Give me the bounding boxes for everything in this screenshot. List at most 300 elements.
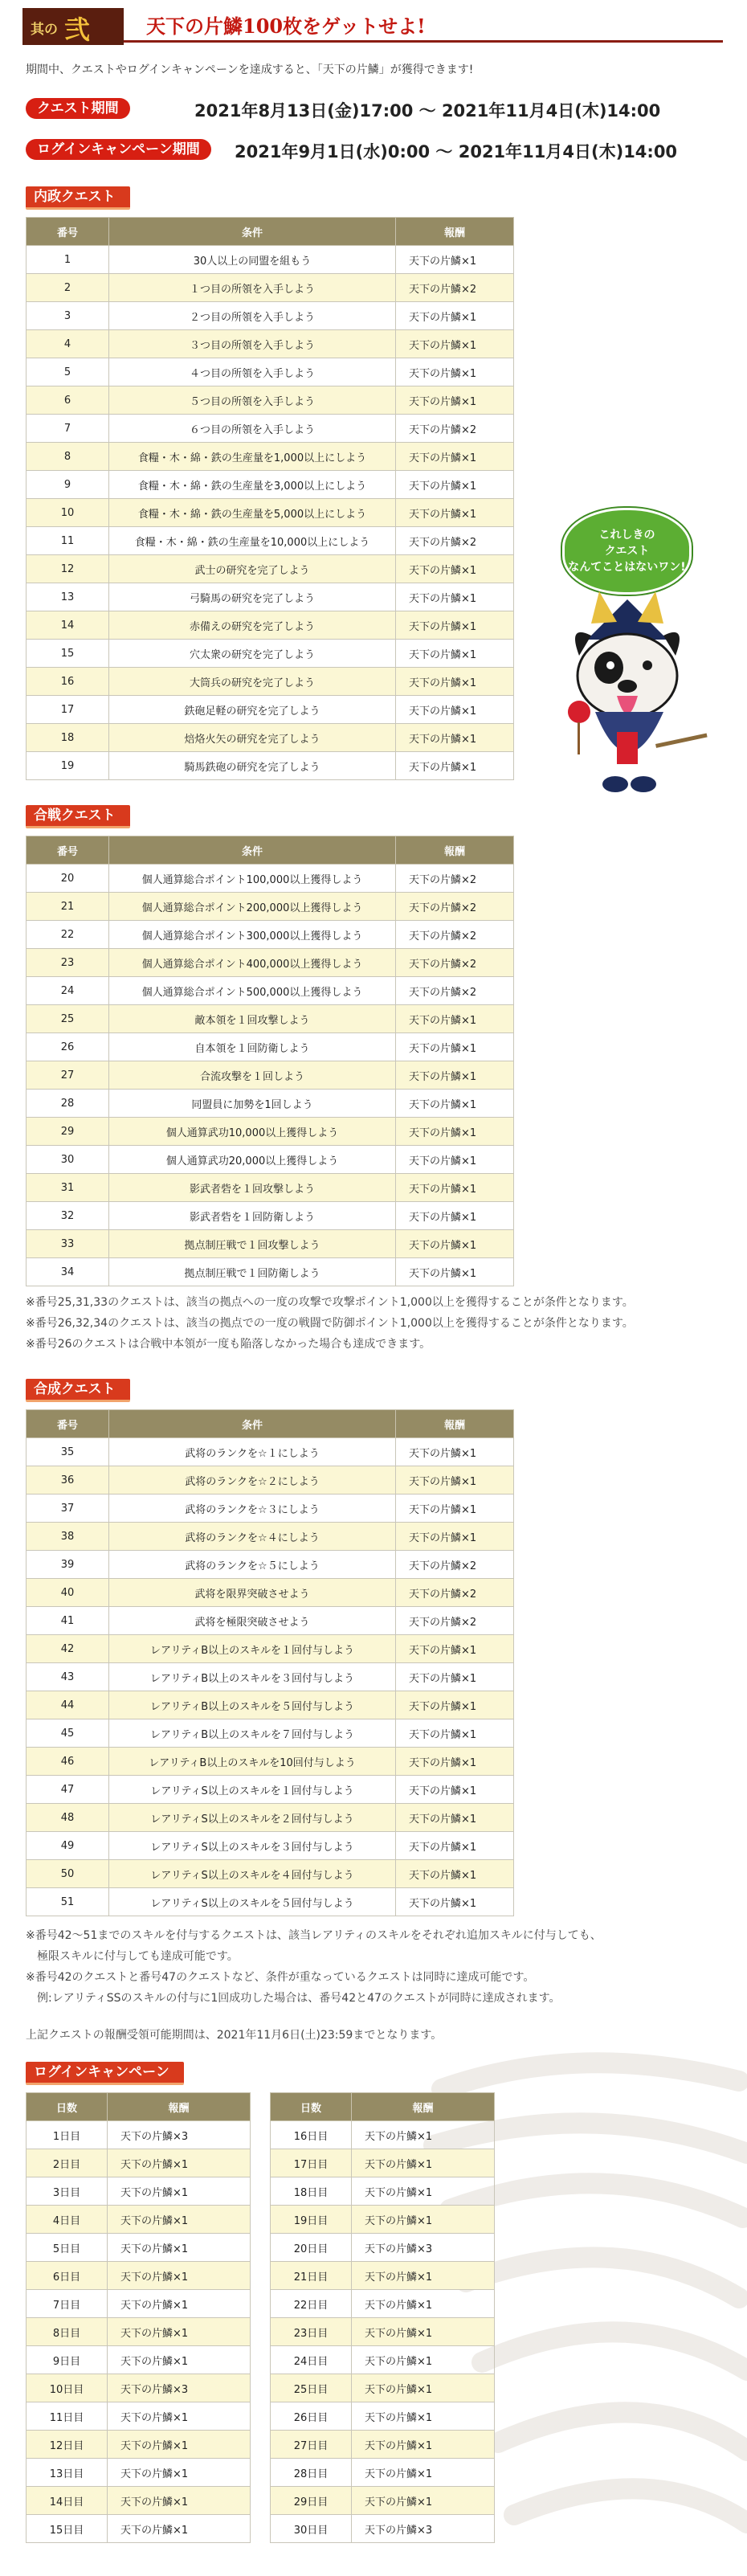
table-row <box>27 1776 514 1804</box>
cell-reward: 天下の片鱗×1 <box>396 330 514 358</box>
table-row <box>27 752 514 780</box>
table-row <box>27 1202 514 1230</box>
table-row <box>27 1466 514 1494</box>
cell-num: 5 <box>27 358 109 386</box>
cell-reward: 天下の片鱗×1 <box>396 1202 514 1230</box>
section-title-login: ログインキャンペーン <box>26 2062 184 2085</box>
cell-num: 12 <box>27 555 109 583</box>
cell-reward: 天下の片鱗×1 <box>108 2515 251 2543</box>
cell-condition: 影武者砦を１回防衛しよう <box>109 1202 396 1230</box>
cell-num: 26 <box>27 1033 109 1061</box>
table-row <box>27 1551 514 1579</box>
cell-condition: 拠点制圧戦で１回攻撃しよう <box>109 1230 396 1258</box>
cell-reward: 天下の片鱗×2 <box>396 1607 514 1635</box>
table-row <box>271 2149 495 2177</box>
cell-reward: 天下の片鱗×1 <box>396 1005 514 1033</box>
cell-num: 28 <box>27 1090 109 1118</box>
cell-num: 48 <box>27 1804 109 1832</box>
note-line: ※番号42～51までのスキルを付与するクエストは、該当レアリティのスキルをそれぞれ追加スキルに付与しても、 <box>26 1929 602 1942</box>
table-row <box>27 1523 514 1551</box>
column-header-day: 日数 <box>271 2093 352 2121</box>
cell-num: 1 <box>27 246 109 274</box>
cell-day: 13日目 <box>27 2459 108 2487</box>
cell-num: 37 <box>27 1494 109 1523</box>
table-row <box>27 330 514 358</box>
battle-notes <box>26 1292 634 1355</box>
cell-day: 28日目 <box>271 2459 352 2487</box>
cell-condition: レアリティB以上のスキルを10回付与しよう <box>109 1748 396 1776</box>
cell-condition: ６つ目の所領を入手しよう <box>109 415 396 443</box>
column-header-reward: 報酬 <box>108 2093 251 2121</box>
cell-num: 51 <box>27 1888 109 1916</box>
cell-reward: 天下の片鱗×3 <box>108 2121 251 2149</box>
cell-num: 47 <box>27 1776 109 1804</box>
cell-reward: 天下の片鱗×1 <box>396 1146 514 1174</box>
page-title: 天下の片鱗100枚をゲットせよ! <box>124 13 723 43</box>
cell-condition: 弓騎馬の研究を完了しよう <box>109 583 396 611</box>
cell-num: 14 <box>27 611 109 640</box>
table-row <box>271 2318 495 2346</box>
cell-reward: 天下の片鱗×1 <box>396 668 514 696</box>
column-header-cond: 条件 <box>109 836 396 865</box>
cell-reward: 天下の片鱗×1 <box>352 2459 495 2487</box>
cell-reward: 天下の片鱗×1 <box>396 1691 514 1719</box>
cell-num: 17 <box>27 696 109 724</box>
cell-reward: 天下の片鱗×1 <box>352 2121 495 2149</box>
cell-num: 44 <box>27 1691 109 1719</box>
table-row <box>27 2234 251 2262</box>
cell-reward: 天下の片鱗×1 <box>396 471 514 499</box>
login-period-value: 2021年9月1日(水)0:00 ～ 2021年11月4日(木)14:00 <box>235 142 678 162</box>
cell-condition: 赤備えの研究を完了しよう <box>109 611 396 640</box>
cell-reward: 天下の片鱗×2 <box>396 865 514 893</box>
intro-text: 期間中、クエストやログインキャンペーンを達成すると、「天下の片鱗」が獲得できます! <box>26 63 474 76</box>
cell-condition: 武将のランクを☆３にしよう <box>109 1494 396 1523</box>
cell-day: 29日目 <box>271 2487 352 2515</box>
cell-num: 31 <box>27 1174 109 1202</box>
badge-big-text: 弐 <box>64 14 91 45</box>
cell-reward: 天下の片鱗×1 <box>396 1466 514 1494</box>
table-row <box>271 2121 495 2149</box>
table-row <box>27 1579 514 1607</box>
cell-condition: 拠点制圧戦で１回防衛しよう <box>109 1258 396 1286</box>
table-row <box>27 443 514 471</box>
cell-num: 10 <box>27 499 109 527</box>
table-row <box>27 2374 251 2402</box>
cell-reward: 天下の片鱗×1 <box>396 386 514 415</box>
cell-day: 12日目 <box>27 2431 108 2459</box>
cell-reward: 天下の片鱗×2 <box>396 1551 514 1579</box>
table-row <box>27 2262 251 2290</box>
table-row <box>27 1174 514 1202</box>
cell-reward: 天下の片鱗×1 <box>396 1832 514 1860</box>
cell-num: 41 <box>27 1607 109 1635</box>
cell-condition: レアリティB以上のスキルを１回付与しよう <box>109 1635 396 1663</box>
cell-num: 32 <box>27 1202 109 1230</box>
cell-reward: 天下の片鱗×1 <box>396 1090 514 1118</box>
cell-condition: 個人通算総合ポイント100,000以上獲得しよう <box>109 865 396 893</box>
cell-day: 18日目 <box>271 2177 352 2206</box>
note-line: ※番号26のクエストは合戦中本領が一度も陥落しなかった場合も達成できます。 <box>26 1338 431 1351</box>
cell-condition: 食糧・木・綿・鉄の生産量を3,000以上にしよう <box>109 471 396 499</box>
cell-reward: 天下の片鱗×1 <box>396 1230 514 1258</box>
chapter-badge <box>22 8 124 45</box>
cell-num: 11 <box>27 527 109 555</box>
cell-num: 20 <box>27 865 109 893</box>
cell-reward: 天下の片鱗×1 <box>396 1719 514 1748</box>
cell-num: 16 <box>27 668 109 696</box>
note-line: ※番号25,31,33のクエストは、該当の拠点への一度の攻撃で攻撃ポイント1,000以上を獲得することが条件となります。 <box>26 1296 634 1309</box>
cell-reward: 天下の片鱗×1 <box>396 696 514 724</box>
cell-num: 13 <box>27 583 109 611</box>
cell-num: 15 <box>27 640 109 668</box>
cell-reward: 天下の片鱗×1 <box>108 2402 251 2431</box>
cell-condition: 武将を極限突破させよう <box>109 1607 396 1635</box>
table-row <box>27 386 514 415</box>
table-row <box>27 1230 514 1258</box>
cell-num: 45 <box>27 1719 109 1748</box>
cell-reward: 天下の片鱗×2 <box>396 527 514 555</box>
table-header-row <box>27 218 514 246</box>
table-row <box>27 1438 514 1466</box>
cell-condition: 武将のランクを☆５にしよう <box>109 1551 396 1579</box>
cell-num: 46 <box>27 1748 109 1776</box>
quest-period-label: クエスト期間 <box>26 98 130 119</box>
cell-condition: レアリティB以上のスキルを５回付与しよう <box>109 1691 396 1719</box>
table-row <box>27 527 514 555</box>
cell-reward: 天下の片鱗×1 <box>352 2318 495 2346</box>
table-row <box>27 583 514 611</box>
cell-reward: 天下の片鱗×1 <box>396 1523 514 1551</box>
table-row <box>27 977 514 1005</box>
cell-num: 24 <box>27 977 109 1005</box>
cell-num: 3 <box>27 302 109 330</box>
cell-day: 16日目 <box>271 2121 352 2149</box>
cell-num: 33 <box>27 1230 109 1258</box>
column-header-reward: 報酬 <box>352 2093 495 2121</box>
table-row <box>27 1005 514 1033</box>
column-header-cond: 条件 <box>109 218 396 246</box>
cell-reward: 天下の片鱗×1 <box>352 2431 495 2459</box>
cell-reward: 天下の片鱗×1 <box>396 1118 514 1146</box>
cell-reward: 天下の片鱗×1 <box>352 2402 495 2431</box>
cell-day: 10日目 <box>27 2374 108 2402</box>
cell-reward: 天下の片鱗×1 <box>108 2487 251 2515</box>
table-row <box>27 471 514 499</box>
cell-condition: 30人以上の同盟を組もう <box>109 246 396 274</box>
cell-reward: 天下の片鱗×2 <box>396 1579 514 1607</box>
cell-reward: 天下の片鱗×1 <box>396 1860 514 1888</box>
column-header-cond: 条件 <box>109 1410 396 1438</box>
table-row <box>27 2149 251 2177</box>
cell-reward: 天下の片鱗×1 <box>108 2206 251 2234</box>
cell-reward: 天下の片鱗×1 <box>352 2262 495 2290</box>
table-row <box>27 358 514 386</box>
cell-num: 40 <box>27 1579 109 1607</box>
cell-num: 36 <box>27 1466 109 1494</box>
cell-day: 1日目 <box>27 2121 108 2149</box>
cell-reward: 天下の片鱗×1 <box>108 2346 251 2374</box>
cell-condition: 個人通算武功20,000以上獲得しよう <box>109 1146 396 1174</box>
cell-day: 21日目 <box>271 2262 352 2290</box>
table-row <box>27 2177 251 2206</box>
table-row <box>27 2459 251 2487</box>
login-table-right <box>270 2092 495 2543</box>
cell-reward: 天下の片鱗×1 <box>352 2374 495 2402</box>
cell-reward: 天下の片鱗×1 <box>396 1033 514 1061</box>
table-row <box>271 2374 495 2402</box>
cell-reward: 天下の片鱗×1 <box>396 1174 514 1202</box>
cell-reward: 天下の片鱗×1 <box>352 2290 495 2318</box>
cell-num: 49 <box>27 1832 109 1860</box>
cell-reward: 天下の片鱗×1 <box>108 2459 251 2487</box>
note-line: ※番号26,32,34のクエストは、該当の拠点での一度の戦闘で防御ポイント1,000以上を獲得することが条件となります。 <box>26 1317 634 1330</box>
cell-num: 27 <box>27 1061 109 1090</box>
cell-condition: 穴太衆の研究を完了しよう <box>109 640 396 668</box>
table-row <box>27 2431 251 2459</box>
table-row <box>27 1748 514 1776</box>
cell-day: 6日目 <box>27 2262 108 2290</box>
cell-reward: 天下の片鱗×1 <box>352 2346 495 2374</box>
cell-day: 30日目 <box>271 2515 352 2543</box>
cell-reward: 天下の片鱗×2 <box>396 949 514 977</box>
cell-num: 50 <box>27 1860 109 1888</box>
cell-condition: レアリティS以上のスキルを２回付与しよう <box>109 1804 396 1832</box>
table-row <box>27 499 514 527</box>
table-row <box>27 415 514 443</box>
cell-condition: ４つ目の所領を入手しよう <box>109 358 396 386</box>
cell-reward: 天下の片鱗×2 <box>396 921 514 949</box>
cell-condition: 焙烙火矢の研究を完了しよう <box>109 724 396 752</box>
cell-condition: 個人通算総合ポイント300,000以上獲得しよう <box>109 921 396 949</box>
cell-num: 18 <box>27 724 109 752</box>
table-row <box>271 2206 495 2234</box>
cell-condition: 敵本領を１回攻撃しよう <box>109 1005 396 1033</box>
cell-day: 9日目 <box>27 2346 108 2374</box>
cell-num: 4 <box>27 330 109 358</box>
cell-condition: レアリティS以上のスキルを１回付与しよう <box>109 1776 396 1804</box>
cell-num: 42 <box>27 1635 109 1663</box>
table-row <box>27 949 514 977</box>
cell-reward: 天下の片鱗×1 <box>108 2318 251 2346</box>
cell-day: 11日目 <box>27 2402 108 2431</box>
cell-condition: レアリティS以上のスキルを５回付与しよう <box>109 1888 396 1916</box>
samurai-dog-mascot <box>543 591 712 808</box>
bubble-line-2: クエスト <box>604 545 650 558</box>
table-header-row <box>27 1410 514 1438</box>
section-title-domestic: 内政クエスト <box>26 186 130 210</box>
cell-num: 21 <box>27 893 109 921</box>
cell-condition: 食糧・木・綿・鉄の生産量を10,000以上にしよう <box>109 527 396 555</box>
cell-reward: 天下の片鱗×1 <box>396 302 514 330</box>
cell-condition: 個人通算武功10,000以上獲得しよう <box>109 1118 396 1146</box>
cell-condition: 食糧・木・綿・鉄の生産量を5,000以上にしよう <box>109 499 396 527</box>
cell-reward: 天下の片鱗×1 <box>108 2177 251 2206</box>
table-header-row <box>27 836 514 865</box>
table-header-row <box>271 2093 495 2121</box>
column-header-reward: 報酬 <box>396 836 514 865</box>
cell-num: 2 <box>27 274 109 302</box>
cell-reward: 天下の片鱗×1 <box>396 640 514 668</box>
table-row <box>27 668 514 696</box>
cell-day: 20日目 <box>271 2234 352 2262</box>
table-header-row <box>27 2093 251 2121</box>
table-row <box>27 2515 251 2543</box>
cell-condition: ５つ目の所領を入手しよう <box>109 386 396 415</box>
cell-num: 35 <box>27 1438 109 1466</box>
table-row <box>27 1663 514 1691</box>
cell-condition: 鉄砲足軽の研究を完了しよう <box>109 696 396 724</box>
table-row <box>27 1635 514 1663</box>
table-row <box>27 1719 514 1748</box>
cell-day: 7日目 <box>27 2290 108 2318</box>
cell-condition: レアリティS以上のスキルを４回付与しよう <box>109 1860 396 1888</box>
cell-day: 14日目 <box>27 2487 108 2515</box>
cell-day: 4日目 <box>27 2206 108 2234</box>
cell-day: 17日目 <box>271 2149 352 2177</box>
quest-period-value: 2021年8月13日(金)17:00 ～ 2021年11月4日(木)14:00 <box>194 101 661 121</box>
table-row <box>27 2318 251 2346</box>
table-row <box>27 1888 514 1916</box>
cell-day: 5日目 <box>27 2234 108 2262</box>
table-row <box>27 696 514 724</box>
cell-condition: ２つ目の所領を入手しよう <box>109 302 396 330</box>
cell-condition: 同盟員に加勢を1回しよう <box>109 1090 396 1118</box>
cell-reward: 天下の片鱗×1 <box>396 752 514 780</box>
column-header-num: 番号 <box>27 836 109 865</box>
cell-num: 8 <box>27 443 109 471</box>
cell-condition: レアリティS以上のスキルを３回付与しよう <box>109 1832 396 1860</box>
cell-condition: 個人通算総合ポイント200,000以上獲得しよう <box>109 893 396 921</box>
cell-reward: 天下の片鱗×1 <box>396 1804 514 1832</box>
table-row <box>27 2121 251 2149</box>
table-row <box>27 1804 514 1832</box>
cell-reward: 天下の片鱗×1 <box>396 555 514 583</box>
cell-condition: 影武者砦を１回攻撃しよう <box>109 1174 396 1202</box>
cell-day: 26日目 <box>271 2402 352 2431</box>
cell-reward: 天下の片鱗×2 <box>396 977 514 1005</box>
table-row <box>27 865 514 893</box>
cell-reward: 天下の片鱗×1 <box>396 499 514 527</box>
cell-reward: 天下の片鱗×3 <box>108 2374 251 2402</box>
cell-reward: 天下の片鱗×1 <box>108 2431 251 2459</box>
cell-day: 19日目 <box>271 2206 352 2234</box>
cell-condition: 武士の研究を完了しよう <box>109 555 396 583</box>
cell-condition: レアリティB以上のスキルを３回付与しよう <box>109 1663 396 1691</box>
speech-bubble <box>562 508 692 595</box>
table-row <box>271 2487 495 2515</box>
note-line: 例:レアリティSSのスキルの付与に1回成功した場合は、番号42と47のクエストが同時に達成されます。 <box>26 1992 561 2005</box>
cell-num: 29 <box>27 1118 109 1146</box>
cell-condition: １つ目の所領を入手しよう <box>109 274 396 302</box>
cell-day: 22日目 <box>271 2290 352 2318</box>
cell-reward: 天下の片鱗×1 <box>396 246 514 274</box>
synthesis-quest-table <box>26 1409 514 1916</box>
table-row <box>27 640 514 668</box>
table-row <box>271 2290 495 2318</box>
bubble-line-3: なんてことはないワン! <box>568 561 686 574</box>
cell-condition: 武将を限界突破させよう <box>109 1579 396 1607</box>
table-row <box>271 2177 495 2206</box>
synthesis-notes <box>26 1925 602 2009</box>
cell-reward: 天下の片鱗×1 <box>396 1635 514 1663</box>
column-header-num: 番号 <box>27 1410 109 1438</box>
cell-reward: 天下の片鱗×1 <box>396 1748 514 1776</box>
note-line: 極限スキルに付与しても達成可能です。 <box>26 1950 239 1963</box>
table-row <box>27 2487 251 2515</box>
cell-day: 8日目 <box>27 2318 108 2346</box>
cell-num: 39 <box>27 1551 109 1579</box>
cell-num: 6 <box>27 386 109 415</box>
section-title-battle: 合戦クエスト <box>26 805 130 828</box>
table-row <box>27 724 514 752</box>
cell-condition: 武将のランクを☆１にしよう <box>109 1438 396 1466</box>
table-row <box>27 1061 514 1090</box>
cell-reward: 天下の片鱗×1 <box>396 1776 514 1804</box>
cell-condition: 食糧・木・綿・鉄の生産量を1,000以上にしよう <box>109 443 396 471</box>
cell-condition: レアリティB以上のスキルを７回付与しよう <box>109 1719 396 1748</box>
table-row <box>27 1146 514 1174</box>
cell-reward: 天下の片鱗×1 <box>108 2262 251 2290</box>
cell-reward: 天下の片鱗×1 <box>396 1258 514 1286</box>
section-title-synthesis: 合成クエスト <box>26 1379 130 1402</box>
login-table-left <box>26 2092 251 2543</box>
cell-reward: 天下の片鱗×1 <box>352 2487 495 2515</box>
cell-num: 9 <box>27 471 109 499</box>
cell-num: 25 <box>27 1005 109 1033</box>
table-row <box>271 2234 495 2262</box>
cell-day: 27日目 <box>271 2431 352 2459</box>
badge-small-text: 其の <box>31 22 58 38</box>
table-row <box>27 2206 251 2234</box>
table-row <box>27 555 514 583</box>
table-row <box>27 893 514 921</box>
table-row <box>271 2402 495 2431</box>
cell-reward: 天下の片鱗×1 <box>352 2177 495 2206</box>
cell-day: 23日目 <box>271 2318 352 2346</box>
cell-reward: 天下の片鱗×2 <box>396 274 514 302</box>
cell-condition: ３つ目の所領を入手しよう <box>109 330 396 358</box>
cell-condition: 大筒兵の研究を完了しよう <box>109 668 396 696</box>
section-header <box>22 8 723 45</box>
reward-deadline: 上記クエストの報酬受領可能期間は、2021年11月6日(土)23:59までとなります。 <box>26 2029 443 2042</box>
table-row <box>27 2346 251 2374</box>
table-row <box>27 2402 251 2431</box>
table-row <box>27 2290 251 2318</box>
column-header-reward: 報酬 <box>396 1410 514 1438</box>
column-header-num: 番号 <box>27 218 109 246</box>
cell-num: 30 <box>27 1146 109 1174</box>
table-row <box>27 1860 514 1888</box>
cell-reward: 天下の片鱗×1 <box>396 583 514 611</box>
table-row <box>271 2515 495 2543</box>
table-row <box>27 611 514 640</box>
cell-reward: 天下の片鱗×1 <box>108 2234 251 2262</box>
table-row <box>27 302 514 330</box>
cell-condition: 個人通算総合ポイント500,000以上獲得しよう <box>109 977 396 1005</box>
table-row <box>271 2346 495 2374</box>
cell-day: 15日目 <box>27 2515 108 2543</box>
table-row <box>27 1090 514 1118</box>
domestic-quest-table <box>26 217 514 780</box>
cell-reward: 天下の片鱗×1 <box>352 2149 495 2177</box>
cell-num: 38 <box>27 1523 109 1551</box>
table-row <box>27 921 514 949</box>
cell-reward: 天下の片鱗×1 <box>396 358 514 386</box>
table-row <box>27 1832 514 1860</box>
cell-reward: 天下の片鱗×1 <box>396 1438 514 1466</box>
cell-reward: 天下の片鱗×1 <box>396 1061 514 1090</box>
